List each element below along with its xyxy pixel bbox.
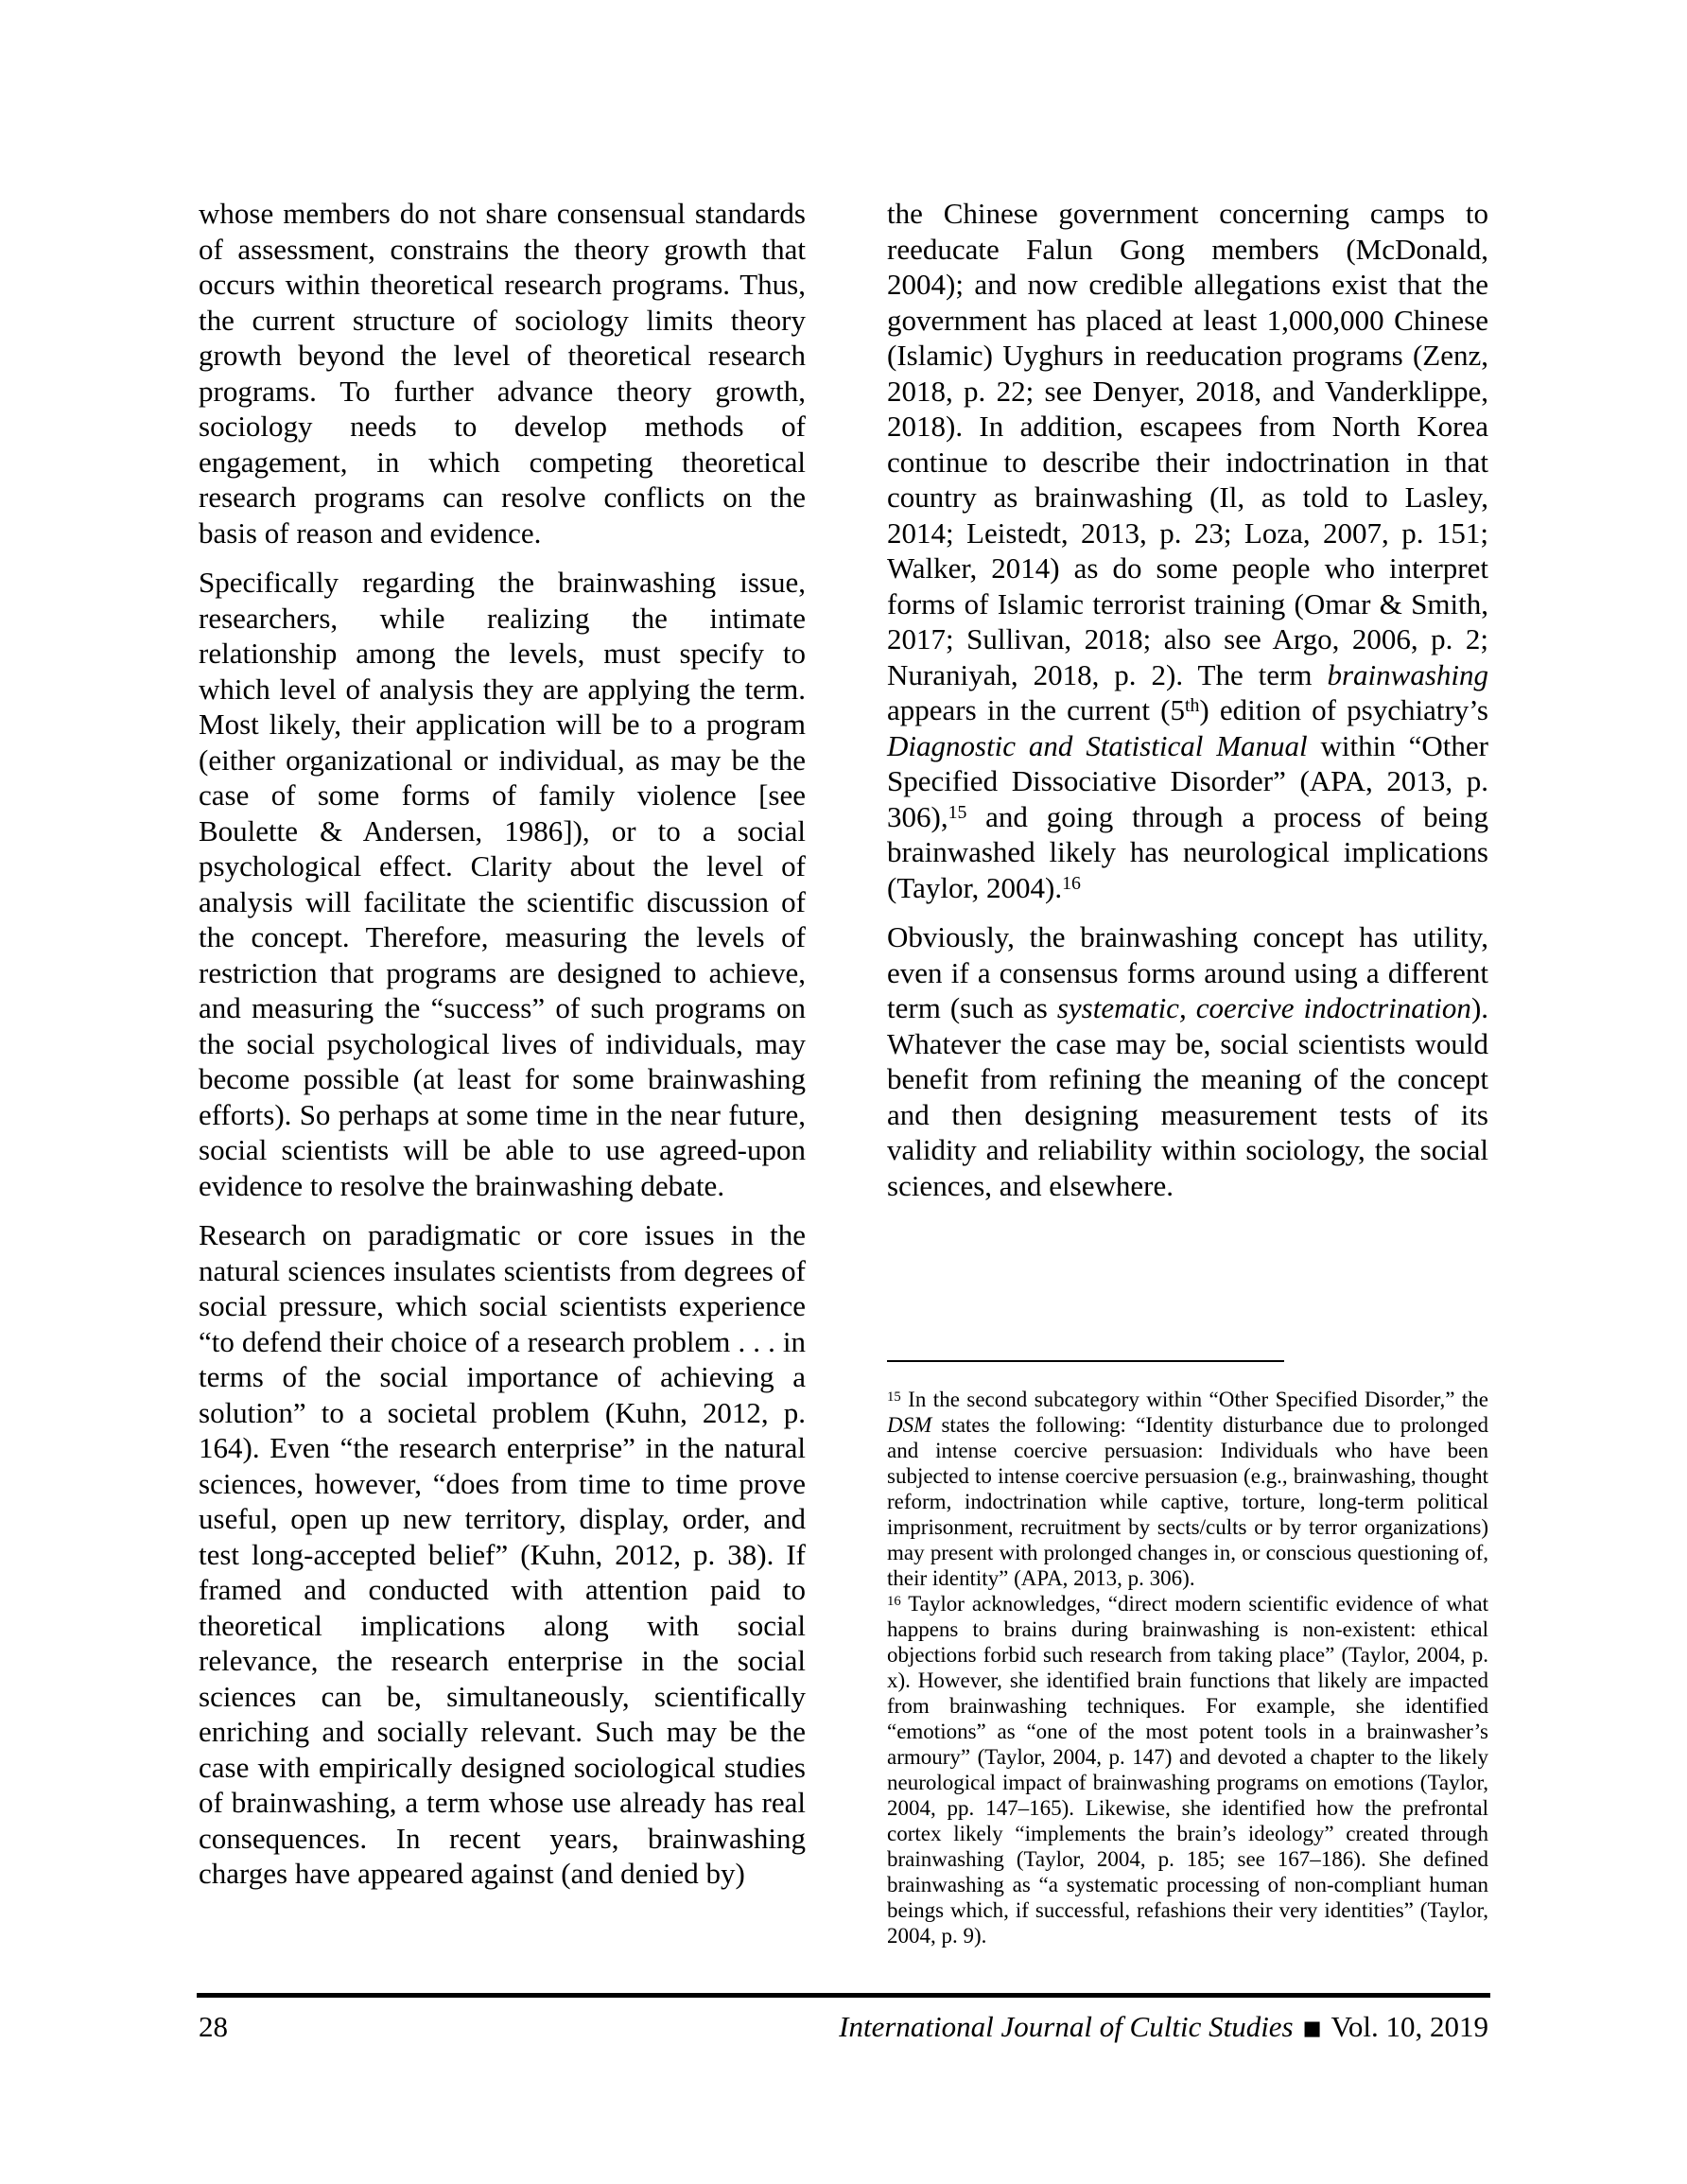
paragraph-text: the Chinese government concerning camps to reeducate Falun Gong members (McDonald, 2004); and now credible allegations exist that the government has placed at least 1,000,000 Chinese (Islamic) Uyghurs in reeducation programs (Zenz, 2018, p. 22; see Denyer, 2018, and Vanderklippe, 2018). In addition, escapees from North Korea continue to describe their indoctrination in that country as brainwashing (Il, as told to Lasley, 2014; Leistedt, 2013, p. 23; Loza, 2007, p. 151; Walker, 2014) as do some people who interpret forms of Islamic terrorist training (Omar & Smith, 2017; Sullivan, 2018; also see Argo, 2006, p. 2; Nuraniyah, 2018, p. 2). The term bbox=[887, 197, 1488, 691]
paragraph-concept-utility bbox=[887, 919, 1488, 1203]
footnote-reference-15: 15 bbox=[948, 801, 967, 823]
paragraph-text: and going through a process of being brainwashed likely has neurological implications (Taylor, 2004). bbox=[887, 799, 1488, 904]
footnotes-section bbox=[887, 1360, 1488, 1948]
footnote-reference-16: 16 bbox=[1062, 872, 1081, 894]
ordinal-superscript: th bbox=[1184, 695, 1200, 717]
italic-term-brainwashing: brainwashing bbox=[1327, 657, 1488, 691]
footer-rule bbox=[197, 1993, 1490, 1998]
right-column bbox=[887, 196, 1488, 1217]
italic-alternative-term: systematic, coercive indoctrination bbox=[1056, 991, 1471, 1024]
footnote-15 bbox=[887, 1387, 1488, 1591]
journal-citation bbox=[839, 2009, 1488, 2049]
paragraph-levels-of-analysis bbox=[199, 565, 806, 1203]
paragraph-text: whose members do not share consensual standards of assessment, constrains the theory growth that occurs within theoretical research programs. Thus, the current structure of sociology limits theory growth beyond the level of theoretical research programs. To further advance theory growth, sociology needs to develop methods of engagement, in which competing theoretical research programs can resolve conflicts on the basis of reason and evidence. bbox=[199, 197, 806, 550]
paragraph-paradigmatic-research bbox=[199, 1217, 806, 1892]
left-column bbox=[199, 196, 806, 1906]
paragraph-text: within “Other Specified Dissociative Disorder” (APA, 2013, p. 306), bbox=[887, 728, 1488, 833]
footnote-text: In the second subcategory within “Other Specified Disorder,” the bbox=[900, 1388, 1488, 1411]
footnote-16-marker: 16 bbox=[887, 1594, 901, 1610]
italic-dsm-title: Diagnostic and Statistical Manual bbox=[887, 728, 1308, 762]
paragraph-text: Obviously, the brainwashing concept has utility, even if a consensus forms around using a different term (such as bbox=[887, 920, 1488, 1024]
page-footer bbox=[199, 2009, 1488, 2049]
paragraph-text: ). Whatever the case may be, social scientists would benefit from refining the meaning of the concept and then designing measurement tests of its validity and reliability within sociology, the social sciences, and elsewhere. bbox=[887, 991, 1489, 1202]
footnote-text: states the following: “Identity disturbance due to prolonged and intense coercive persuasion: Individuals who have been subjected to intense coercive persuasion (e.g., brainwashing, thought reform, indoctrination while captive, torture, long-term political imprisonment, recruitment by sects/cults or by terror organizations) may present with prolonged changes in, or conscious questioning of, their identity” (APA, 2013, p. 306). bbox=[887, 1413, 1488, 1590]
volume-info: Vol. 10, 2019 bbox=[1330, 2010, 1488, 2043]
square-bullet-icon: ■ bbox=[1302, 2017, 1322, 2039]
footnote-separator-rule bbox=[887, 1360, 1284, 1362]
footnote-15-marker: 15 bbox=[887, 1389, 901, 1406]
paragraph-text: Specifically regarding the brainwashing issue, researchers, while realizing the intimate relationship among the levels, must specify to which level of analysis they are applying the term. Most likely, their application will be to a program (either organizational or individual, as may be the case of some forms of family violence [see Boulette & Andersen, 1986]), or to a social psychological effect. Clarity about the level of analysis will facilitate the scientific discussion of the concept. Therefore, measuring the levels of restriction that programs are designed to achieve, and measuring the “success” of such programs on the social psychological lives of individuals, may become possible (at least for some brainwashing efforts). So perhaps at some time in the near future, social scientists will be able to use agreed-upon evidence to resolve the brainwashing debate. bbox=[199, 566, 806, 1202]
footnote-16 bbox=[887, 1591, 1488, 1948]
page-number: 28 bbox=[199, 2010, 228, 2043]
paragraph-text: ) edition of psychiatry’s bbox=[1199, 693, 1488, 726]
italic-dsm-abbr: DSM bbox=[887, 1413, 932, 1437]
paragraph-text: appears in the current (5 bbox=[887, 693, 1185, 726]
footnote-text: Taylor acknowledges, “direct modern scientific evidence of what happens to brains during brainwashing is non-existent: ethical objections forbid such research from taking place” (Taylor, 2004, p. x). However, she identified brain functions that likely are impacted from brainwashing techniques. For example, she identified “emotions” as “one of the most potent tools in a brainwasher’s armoury” (Taylor, 2004, p. 147) and devoted a chapter to the likely neurological impact of brainwashing programs on emotions (Taylor, 2004, pp. 147–165). Likewise, she identified how the prefrontal cortex likely “implements the brain’s ideology” created through brainwashing (Taylor, 2004, p. 185; see 167–186). She defined brainwashing as “a systematic processing of non-compliant human beings which, if successful, refashions their very identities” (Taylor, 2004, p. 9). bbox=[887, 1592, 1488, 1948]
paragraph-brainwashing-allegations bbox=[887, 196, 1488, 905]
paragraph-text: Research on paradigmatic or core issues in the natural sciences insulates scientists from degrees of social pressure, which social scientists experience “to defend their choice of a research problem . . . in terms of the social importance of achieving a solution” to a societal problem (Kuhn, 2012, p. 164). Even “the research enterprise” in the natural sciences, however, “does from time to time prove useful, open up new territory, display, order, and test long-accepted belief” (Kuhn, 2012, p. 38). If framed and conducted with attention paid to theoretical implications along with social relevance, the research enterprise in the social sciences can be, simultaneously, scientifically enriching and socially relevant. Such may be the case with empirically designed sociological studies of brainwashing, a term whose use already has real consequences. In recent years, brainwashing charges have appeared against (and denied by) bbox=[199, 1218, 806, 1890]
paragraph-theory-growth bbox=[199, 196, 806, 550]
journal-title: International Journal of Cultic Studies bbox=[839, 2010, 1294, 2043]
